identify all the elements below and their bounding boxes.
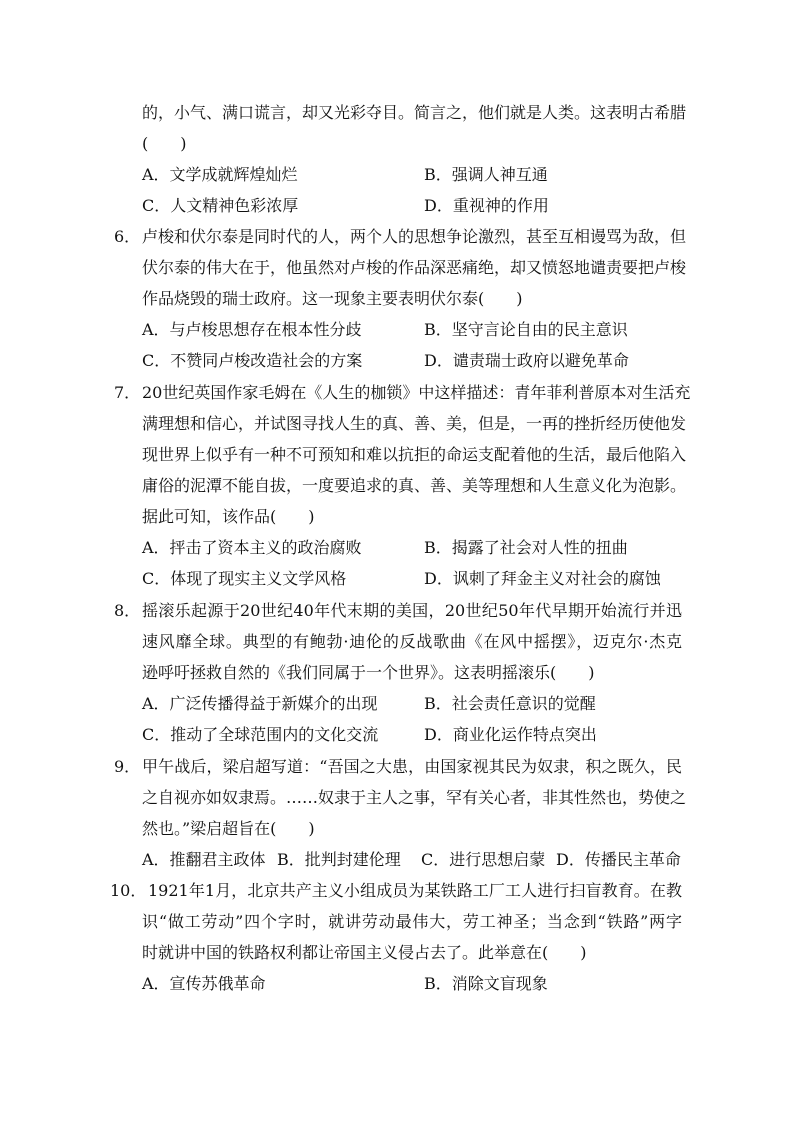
question-text-line: 时就讲中国的铁路权利都让帝国主义侵占去了。此举意在( ) bbox=[142, 943, 587, 962]
question-text-line: 之自视亦如奴隶焉。……奴隶于主人之事，罕有关心者，非其性然也，势使之 bbox=[142, 788, 687, 807]
question-text-line: 摇滚乐起源于20世纪40年代末期的美国，20世纪50年代早期开始流行并迅 bbox=[142, 601, 682, 620]
question-number: 6． bbox=[114, 227, 141, 246]
question-text-line: 识“做工劳动”四个字时，就讲劳动最伟大，劳工神圣；当念到“铁路”两字 bbox=[142, 912, 682, 931]
option-a: A．与卢梭思想存在根本性分歧 bbox=[142, 320, 362, 339]
option-a: A．文学成就辉煌灿烂 bbox=[142, 165, 298, 184]
option-a: A．宣传苏俄革命 bbox=[142, 974, 266, 993]
option-c: C．推动了全球范围内的文化交流 bbox=[142, 725, 379, 744]
option-c: C．不赞同卢梭改造社会的方案 bbox=[142, 351, 363, 370]
option-b: B．消除文盲现象 bbox=[424, 974, 548, 993]
question-text-line: 的，小气、满口谎言，却又光彩夺目。简言之，他们就是人类。这表明古希腊 bbox=[142, 103, 687, 122]
question-text-line: 现世界上似乎有一种不可预知和难以抗拒的命运支配着他的生活，最后他陷入 bbox=[142, 445, 687, 464]
question-text-line: 逊呼吁拯救自然的《我们同属于一个世界》。这表明摇滚乐( ) bbox=[142, 663, 595, 682]
option-d: D．讽刺了拜金主义对社会的腐蚀 bbox=[424, 569, 661, 588]
option-a: A．抨击了资本主义的政治腐败 bbox=[142, 538, 362, 557]
answer-blank: ( ) bbox=[142, 134, 187, 153]
question-text-line: 速风靡全球。典型的有鲍勃·迪伦的反战歌曲《在风中摇摆》，迈克尔·杰克 bbox=[142, 632, 682, 651]
question-text-line: 卢梭和伏尔泰是同时代的人，两个人的思想争论激烈，甚至互相谩骂为敌，但 bbox=[142, 227, 687, 246]
question-text-line: 庸俗的泥潭不能自拔，一度要追求的真、善、美等理想和人生意义化为泡影。 bbox=[142, 476, 687, 495]
option-b: B．社会责任意识的觉醒 bbox=[424, 694, 596, 713]
option-b: B．揭露了社会对人性的扭曲 bbox=[424, 538, 628, 557]
question-number: 8． bbox=[114, 601, 141, 620]
question-text-line: 据此可知，该作品( ) bbox=[142, 507, 315, 526]
question-text-line: 甲午战后，梁启超写道：“吾国之大患，由国家视其民为奴隶，积之既久，民 bbox=[142, 757, 682, 776]
question-number: 7． bbox=[114, 383, 141, 402]
option-d: D．重视神的作用 bbox=[424, 196, 549, 215]
option-d: D．商业化运作特点突出 bbox=[424, 725, 597, 744]
question-text-line: 然也。”梁启超旨在( ) bbox=[142, 819, 315, 838]
option-b: B．批判封建伦理 bbox=[277, 850, 401, 869]
option-a: A．推翻君主政体 bbox=[142, 850, 266, 869]
option-d: D．传播民主革命 bbox=[556, 850, 681, 869]
question-number: 9． bbox=[114, 757, 141, 776]
question-text-line: 满理想和信心，并试图寻找人生的真、善、美，但是，一再的挫折经历使他发 bbox=[142, 414, 687, 433]
question-text-line: 20世纪英国作家毛姆在《人生的枷锁》中这样描述：青年菲利普原本对生活充 bbox=[142, 383, 691, 402]
option-a: A．广泛传播得益于新媒介的出现 bbox=[142, 694, 378, 713]
option-d: D．谴责瑞士政府以避免革命 bbox=[424, 351, 629, 370]
option-c: C．进行思想启蒙 bbox=[421, 850, 546, 869]
option-b: B．强调人神互通 bbox=[424, 165, 548, 184]
option-b: B．坚守言论自由的民主意识 bbox=[424, 320, 628, 339]
question-text-line: 作品烧毁的瑞士政府。这一现象主要表明伏尔泰( ) bbox=[142, 289, 523, 308]
option-c: C．人文精神色彩浓厚 bbox=[142, 196, 299, 215]
option-c: C．体现了现实主义文学风格 bbox=[142, 569, 347, 588]
question-text-line: 1921年1月，北京共产主义小组成员为某铁路工厂工人进行扫盲教育。在教 bbox=[148, 881, 682, 900]
question-text-line: 伏尔泰的伟大在于，他虽然对卢梭的作品深恶痛绝，却又愤怒地谴责要把卢梭 bbox=[142, 258, 687, 277]
question-number: 10． bbox=[110, 881, 147, 900]
